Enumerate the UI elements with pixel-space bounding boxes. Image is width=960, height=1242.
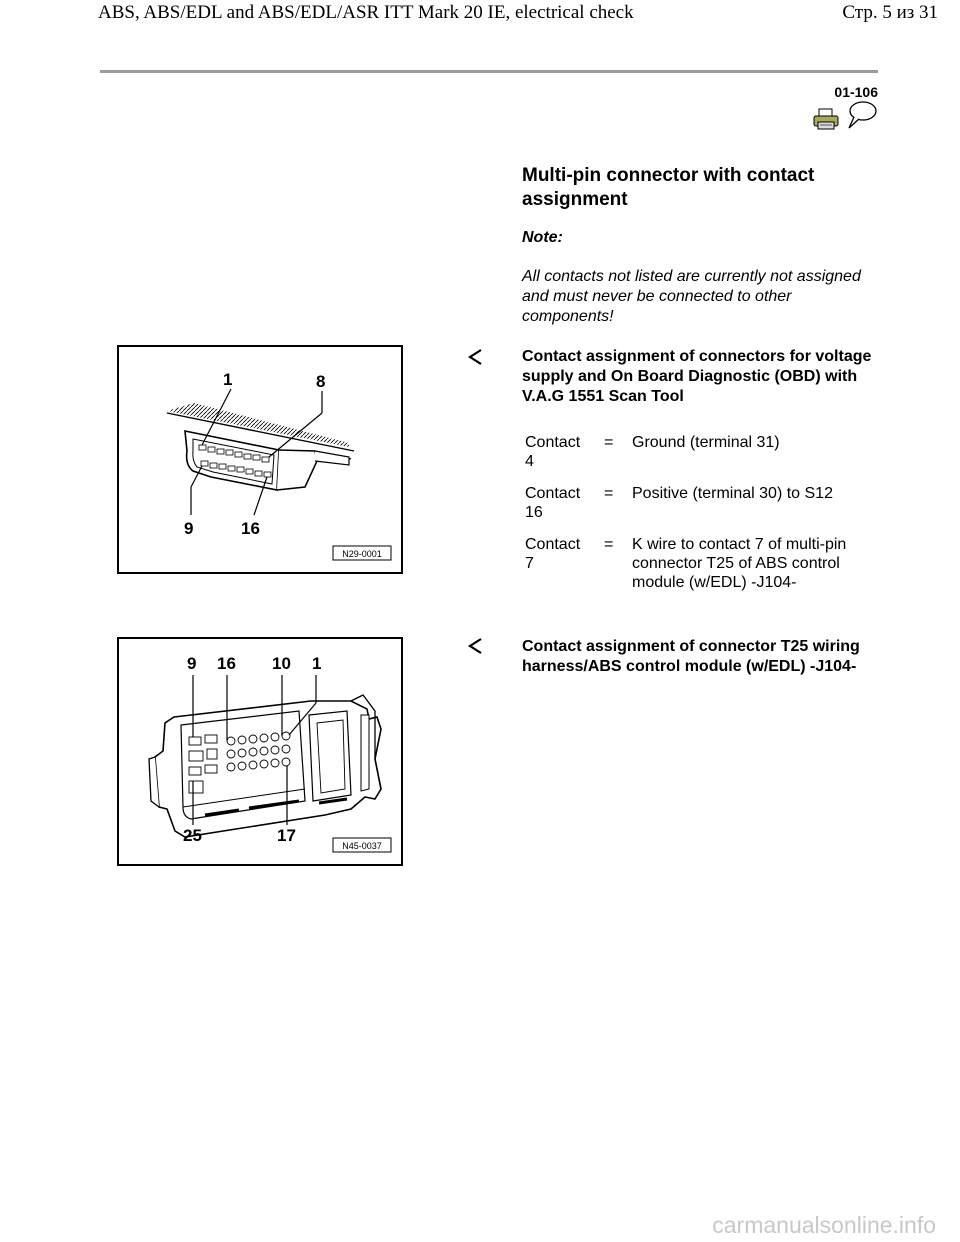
equals-sign: =	[604, 485, 614, 502]
pin-label-16: 16	[241, 519, 260, 538]
obd-connector-figure	[117, 345, 403, 574]
contact-id: Contact 7	[525, 536, 581, 572]
contact-description: Ground (terminal 31)	[632, 434, 780, 451]
pin-label-8: 8	[316, 372, 326, 391]
equals-sign: =	[604, 536, 614, 553]
figure-code-n45: N45-0037	[342, 841, 382, 851]
contact-id: Contact 16	[525, 485, 581, 521]
speech-bubble-icon[interactable]	[846, 100, 878, 130]
page-indicator: Стр. 5 из 31	[842, 2, 938, 23]
pin-label-1: 1	[223, 370, 233, 389]
pin-label-9: 9	[184, 519, 194, 538]
equals-sign: =	[604, 434, 614, 451]
pin-label-17: 17	[277, 826, 296, 845]
printer-icon[interactable]	[813, 108, 839, 130]
note-label: Note:	[522, 229, 563, 246]
figure-code-n29: N29-0001	[342, 549, 382, 559]
contact-description: Positive (terminal 30) to S12	[632, 485, 833, 502]
contact-id: Contact 4	[525, 434, 581, 470]
pin-label-10: 10	[272, 654, 291, 673]
contact-description: K wire to contact 7 of multi-pin connector T25 of ABS control module (w/EDL) -J104-	[632, 536, 847, 591]
watermark-text: carmanualsonline.info	[712, 1212, 936, 1238]
note-text: All contacts not listed are currently not assigned and must never be connected to other components!	[522, 268, 861, 325]
arrow-left-icon	[467, 637, 483, 655]
figure1-heading: Contact assignment of connectors for voltage supply and On Board Diagnostic (OBD) with V.A.G 1551 Scan Tool	[522, 348, 872, 405]
t25-connector-drawing	[119, 639, 401, 864]
document-header-title: ABS, ABS/EDL and ABS/EDL/ASR ITT Mark 20 IE, electrical check	[98, 2, 634, 23]
document-number: 01-106	[834, 84, 878, 100]
pin-label-25: 25	[183, 826, 202, 845]
figure2-heading: Contact assignment of connector T25 wiring harness/ABS control module (w/EDL) -J104-	[522, 638, 860, 675]
pin-label-1: 1	[312, 654, 322, 673]
header-divider	[100, 70, 878, 73]
section-title: Multi-pin connector with contact assignment	[522, 165, 815, 210]
obd-connector-drawing	[119, 347, 401, 572]
arrow-left-icon	[467, 348, 483, 366]
pin-label-9: 9	[187, 654, 197, 673]
pin-label-16: 16	[217, 654, 236, 673]
t25-connector-figure	[117, 637, 403, 866]
